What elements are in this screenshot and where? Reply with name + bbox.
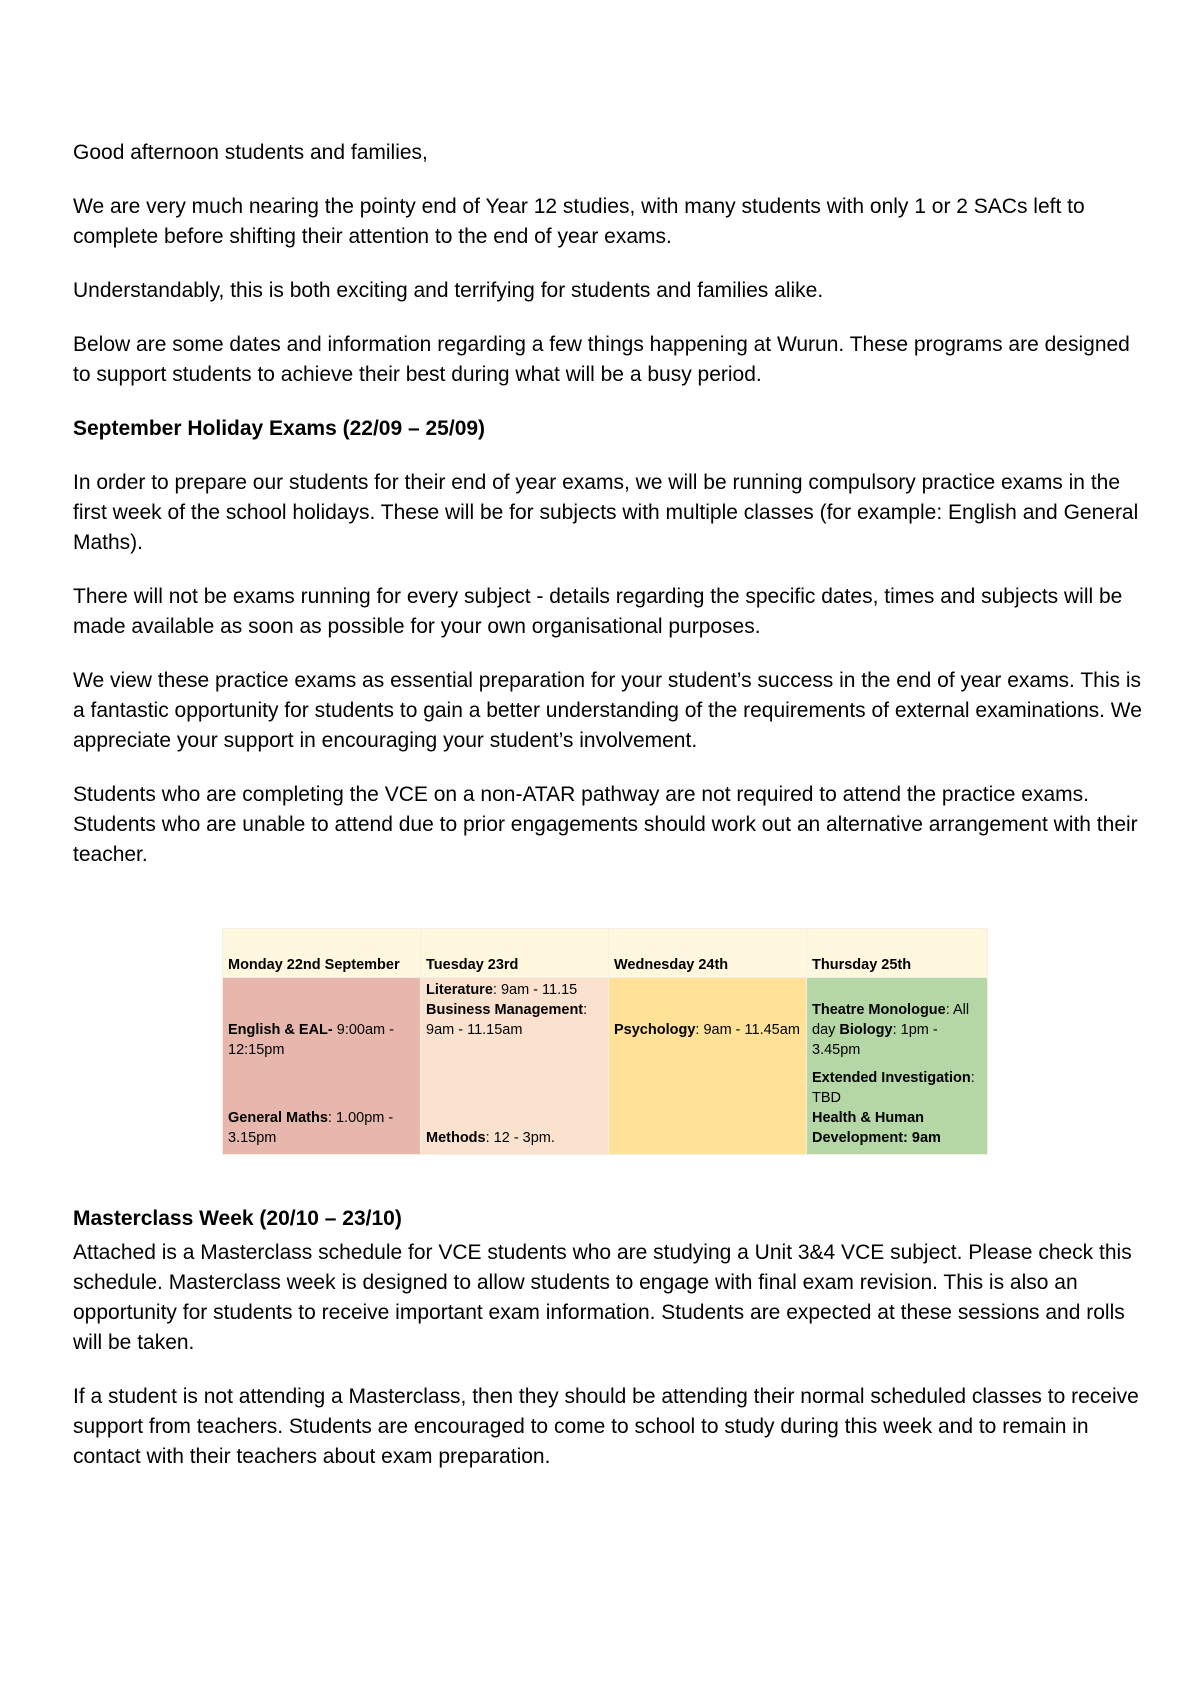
header-thursday: Thursday 25th	[807, 929, 988, 978]
heading-holiday-exams: September Holiday Exams (22/09 – 25/09)	[73, 417, 486, 440]
monday-cell	[223, 978, 421, 1155]
theatre-biology-exams: Theatre Monologue: All day Biology: 1pm - 3.45pm	[812, 1002, 970, 1058]
letter-body	[73, 138, 1143, 870]
header-monday: Monday 22nd September	[223, 929, 421, 978]
schedule-header-row	[223, 929, 988, 978]
thursday-cell	[807, 978, 988, 1155]
heading-masterclass-week: Masterclass Week (20/10 – 23/10)	[73, 1207, 402, 1230]
header-tuesday: Tuesday 23rd	[421, 929, 609, 978]
tuesday-cell	[421, 978, 609, 1155]
paragraph-3: Below are some dates and information regarding a few things happening at Wurun. These programs are designed to support students to achieve their best during what will be a busy period.	[73, 333, 1130, 386]
general-maths-exam: General Maths: 1.00pm - 3.15pm	[228, 1110, 394, 1146]
paragraph-5: There will not be exams running for every subject - details regarding the specific dates, times and subjects will be made available as soon as possible for your own organisational purposes.	[73, 585, 1123, 638]
paragraph-9: If a student is not attending a Masterclass, then they should be attending their normal scheduled classes to receive support from teachers. Students are encouraged to come to school to study during this week and to remain in contact with their teachers about exam preparation.	[73, 1385, 1139, 1468]
extended-investigation-exam: Extended Investigation: TBD	[812, 1070, 975, 1106]
literature-exam: Literature: 9am - 11.15	[426, 982, 578, 998]
schedule-body-row	[223, 978, 988, 1155]
business-management-exam: Business Management: 9am - 11.15am	[426, 1002, 588, 1038]
greeting: Good afternoon students and families,	[73, 141, 428, 164]
paragraph-4: In order to prepare our students for their end of year exams, we will be running compulsory practice exams in the first week of the school holidays. These will be for subjects with multiple classes (for example: English and General Maths).	[73, 471, 1139, 554]
paragraph-2: Understandably, this is both exciting and terrifying for students and families alike.	[73, 279, 824, 302]
health-human-development-exam: Health & Human Development: 9am	[812, 1110, 941, 1146]
wednesday-cell	[609, 978, 807, 1155]
paragraph-1: We are very much nearing the pointy end of Year 12 studies, with many students with only 1 or 2 SACs left to complete before shifting their attention to the end of year exams.	[73, 195, 1085, 248]
methods-exam: Methods: 12 - 3pm.	[426, 1130, 555, 1146]
exam-schedule-table	[222, 928, 988, 1155]
masterclass-section	[73, 1204, 1143, 1472]
paragraph-8: Attached is a Masterclass schedule for VCE students who are studying a Unit 3&4 VCE subject. Please check this schedule. Masterclass week is designed to allow students to engage with final exam revision. This is also an opportunity for students to receive important exam information. Students are expected at these sessions and rolls will be taken.	[73, 1241, 1132, 1354]
paragraph-7: Students who are completing the VCE on a non-ATAR pathway are not required to attend the practice exams. Students who are unable to attend due to prior engagements should work out an alternative arrangement with their teacher.	[73, 783, 1138, 866]
paragraph-6: We view these practice exams as essential preparation for your student’s success in the end of year exams. This is a fantastic opportunity for students to gain a better understanding of the requirements of external examinations. We appreciate your support in encouraging your student’s involvement.	[73, 669, 1142, 752]
header-wednesday: Wednesday 24th	[609, 929, 807, 978]
psychology-exam: Psychology: 9am - 11.45am	[614, 1022, 800, 1038]
english-exam: English & EAL- 9:00am - 12:15pm	[228, 1022, 394, 1058]
